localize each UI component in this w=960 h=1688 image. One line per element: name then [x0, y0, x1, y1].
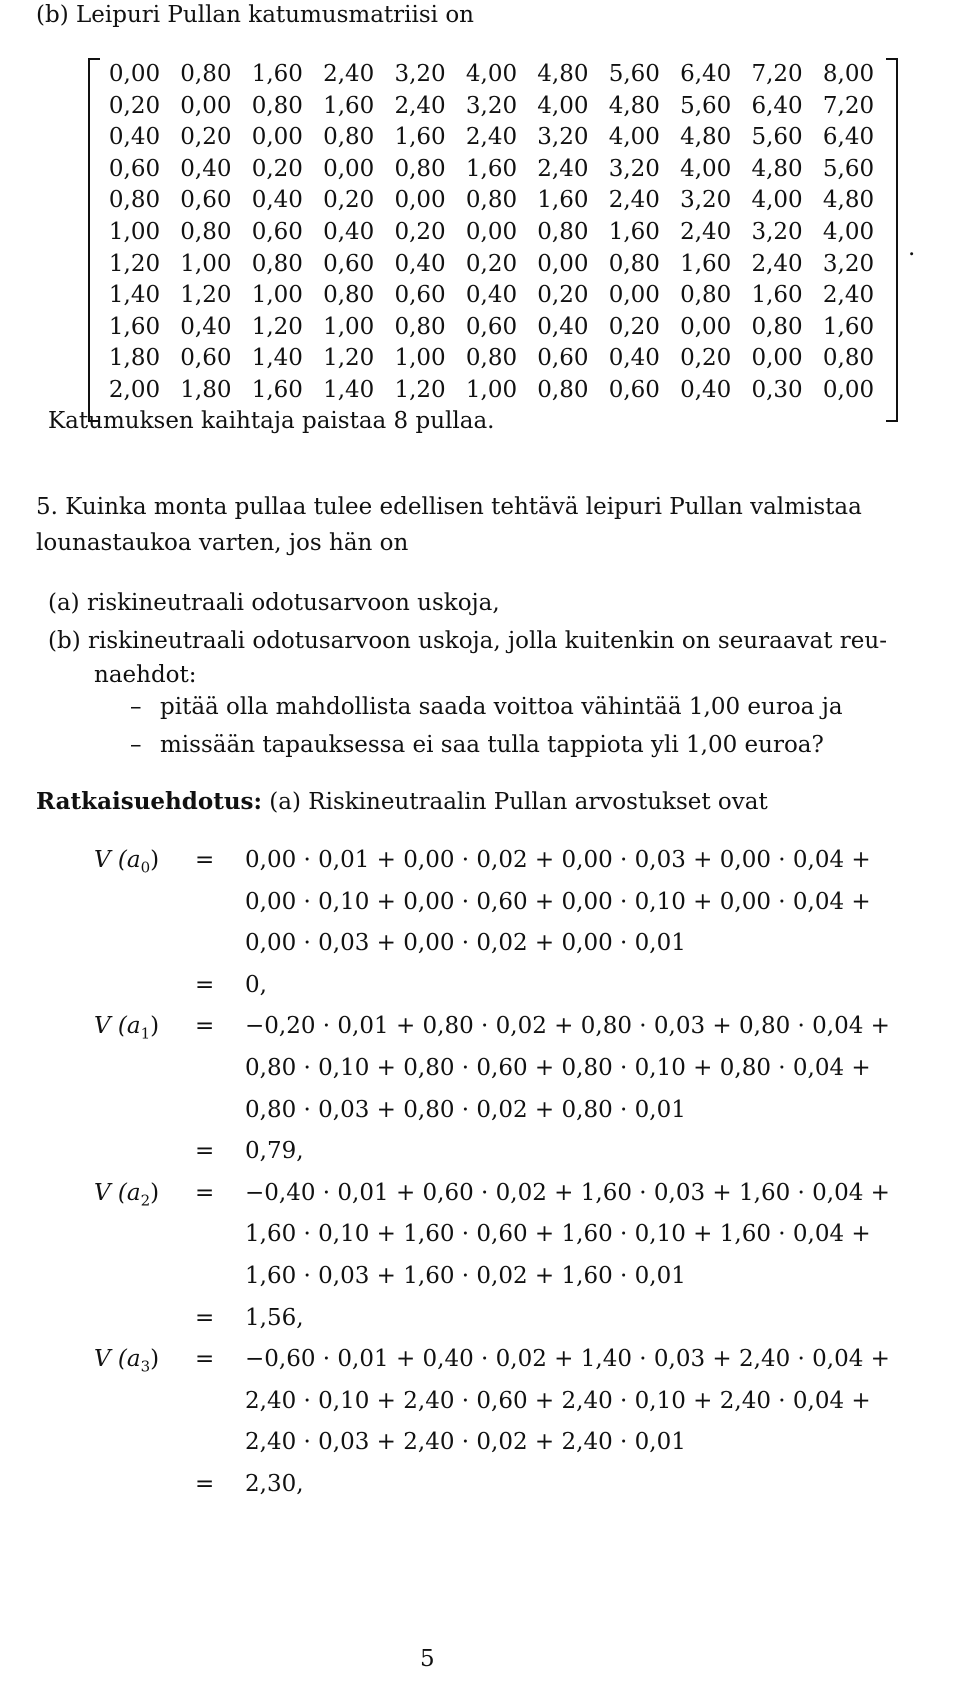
matrix-cell: 0,40 [465, 282, 518, 309]
matrix-cell: 1,60 [608, 219, 660, 245]
matrix-cell: 0,40 [180, 155, 232, 182]
matrix-cell: 2,40 [394, 92, 446, 119]
matrix-cell: 0,20 [251, 155, 303, 182]
matrix-cell: 0,60 [108, 155, 161, 182]
matrix-cell: 0,00 [608, 282, 660, 309]
equation-term: 1,60 · 0,03 + 1,60 · 0,02 + 1,60 · 0,01 [245, 1263, 686, 1289]
matrix-cell: 1,20 [251, 313, 303, 340]
equals-sign: = [195, 1471, 215, 1497]
matrix-cell: 8,00 [822, 61, 875, 87]
equation-line [0, 923, 940, 963]
matrix-cell: 0,40 [108, 124, 161, 151]
matrix-cell: 4,80 [822, 187, 875, 214]
problem-5-line-2: lounastaukoa varten, jos hän on [36, 530, 409, 556]
equation-line [0, 1214, 940, 1254]
matrix-cell: 3,20 [680, 187, 732, 214]
bullet-dash: – [130, 732, 142, 758]
regret-matrix [88, 58, 898, 418]
matrix-cell: 1,00 [251, 282, 303, 309]
page-number: 5 [420, 1646, 435, 1672]
matrix-cell: 0,80 [537, 219, 589, 245]
equation-term: −0,40 · 0,01 + 0,60 · 0,02 + 1,60 · 0,03 + 1,60 · 0,04 + [245, 1179, 890, 1206]
matrix-cell: 1,20 [323, 345, 375, 372]
matrix-cell: 0,30 [751, 377, 803, 403]
equation-result-line [0, 1298, 940, 1338]
matrix-cell: 1,60 [251, 61, 303, 87]
matrix-cell: 0,40 [608, 345, 660, 372]
matrix-cell: 1,60 [251, 377, 303, 403]
solution-heading [36, 788, 768, 815]
matrix-cell: 1,60 [751, 282, 803, 309]
matrix-cell: 0,40 [537, 313, 589, 340]
matrix-cell: 0,00 [251, 124, 303, 151]
matrix-cell: 2,00 [108, 377, 161, 403]
matrix-cell: 3,20 [822, 250, 875, 277]
matrix-cell: 0,40 [323, 219, 375, 245]
matrix-cell: 1,40 [108, 282, 161, 309]
matrix-cell: 2,40 [465, 124, 518, 151]
matrix-cell: 4,00 [680, 155, 732, 182]
matrix-cell: 1,80 [108, 345, 161, 372]
matrix-cell: 0,60 [323, 250, 375, 277]
matrix-cell: 0,80 [394, 155, 446, 182]
equation-result-line [0, 1131, 940, 1171]
matrix-cell: 0,60 [537, 345, 589, 372]
matrix-cell: 1,00 [180, 250, 232, 277]
matrix-cell: 0,40 [180, 313, 232, 340]
matrix-cell: 0,20 [180, 124, 232, 151]
equation-line [0, 840, 940, 880]
matrix-cell: 0,20 [537, 282, 589, 309]
matrix-cell: 1,60 [108, 313, 161, 340]
matrix-cell: 6,40 [680, 61, 732, 87]
matrix-cell: 4,00 [465, 61, 518, 87]
equation-term: 0,80 · 0,03 + 0,80 · 0,02 + 0,80 · 0,01 [245, 1096, 686, 1123]
equation-term: 2,40 · 0,03 + 2,40 · 0,02 + 2,40 · 0,01 [245, 1429, 686, 1456]
matrix-cell: 0,00 [822, 377, 875, 403]
matrix-cell: 0,60 [394, 282, 446, 309]
equation-term: 1,60 · 0,10 + 1,60 · 0,60 + 1,60 · 0,10 + 1,60 · 0,04 + [245, 1221, 871, 1248]
equals-sign: = [195, 1304, 215, 1331]
matrix-cell: 1,60 [323, 92, 375, 119]
matrix-cell: 0,00 [537, 250, 589, 277]
matrix-cell: 0,40 [251, 187, 303, 214]
matrix-cell: 0,20 [608, 313, 660, 340]
matrix-cell: 0,20 [394, 219, 446, 245]
matrix-cell: 0,80 [465, 345, 518, 372]
matrix-cell: 0,80 [680, 282, 732, 309]
value-label: V $(a_0)$ [94, 847, 160, 877]
matrix-cell: 0,20 [323, 187, 375, 214]
value-label: V $(a_1)$ [94, 1013, 160, 1043]
matrix-cell: 0,40 [394, 250, 446, 277]
matrix-cell: 3,20 [608, 155, 660, 182]
matrix-cell: 0,60 [251, 219, 303, 245]
equation-term: 0,00 · 0,01 + 0,00 · 0,02 + 0,00 · 0,03 + 0,00 · 0,04 + [245, 847, 871, 873]
matrix-cell: 0,40 [680, 377, 732, 403]
equation-term: 2,40 · 0,10 + 2,40 · 0,60 + 2,40 · 0,10 + 2,40 · 0,04 + [245, 1387, 871, 1414]
matrix-cell: 1,00 [465, 377, 518, 403]
matrix-cell: 0,80 [251, 250, 303, 277]
problem-5-item-b-line-1: (b) riskineutraali odotusarvoon uskoja, jolla kuitenkin on seuraavat reu- [48, 628, 887, 654]
matrix-cell: 0,80 [180, 219, 232, 245]
matrix-cell: 0,00 [751, 345, 803, 372]
equation-result-line [0, 965, 940, 1005]
equals-sign: = [195, 1179, 215, 1206]
matrix-cell: 0,00 [108, 61, 161, 87]
value-label: V $(a_3)$ [94, 1346, 160, 1376]
matrix-cell: 1,60 [680, 250, 732, 277]
equation-result: 1,56, [245, 1304, 304, 1331]
constraint-1-text: pitää olla mahdollista saada voittoa vähintää 1,00 euroa ja [160, 694, 843, 720]
matrix-cell: 0,60 [465, 313, 518, 340]
value-label: V $(a_2)$ [94, 1179, 160, 1210]
equation-line [0, 1006, 940, 1046]
equation-term: 0,80 · 0,10 + 0,80 · 0,60 + 0,80 · 0,10 + 0,80 · 0,04 + [245, 1055, 871, 1081]
solution-label: Ratkaisuehdotus: [36, 788, 262, 815]
matrix-cell: 0,00 [394, 187, 446, 214]
matrix-cell: 4,00 [751, 187, 803, 214]
matrix-cell: 1,40 [323, 377, 375, 403]
equation-line [0, 1048, 940, 1088]
matrix-cell: 0,00 [465, 219, 518, 245]
matrix-cell: 0,80 [822, 345, 875, 372]
problem-5-item-b-line-2: naehdot: [94, 662, 197, 688]
equation-line [0, 1381, 940, 1421]
matrix-cell: 0,80 [323, 282, 375, 309]
matrix-end-punct: . [908, 235, 916, 261]
matrix-cell: 0,00 [180, 92, 232, 119]
matrix-cell: 6,40 [822, 124, 875, 151]
equation-line [0, 1339, 940, 1379]
matrix-cell: 2,40 [680, 219, 732, 245]
matrix-cell: 4,00 [537, 92, 589, 119]
equals-sign: = [195, 1013, 215, 1040]
equation-term: −0,20 · 0,01 + 0,80 · 0,02 + 0,80 · 0,03 + 0,80 · 0,04 + [245, 1013, 890, 1040]
equation-term: 0,00 · 0,10 + 0,00 · 0,60 + 0,00 · 0,10 + 0,00 · 0,04 + [245, 888, 871, 915]
matrix-cell: 2,40 [608, 187, 660, 214]
constraint-2-text: missään tapauksessa ei saa tulla tappiota yli 1,00 euroa? [160, 732, 824, 758]
matrix-cell: 5,60 [822, 155, 875, 182]
matrix-cell: 4,80 [537, 61, 589, 87]
equation-term: 0,00 · 0,03 + 0,00 · 0,02 + 0,00 · 0,01 [245, 930, 686, 957]
matrix-cell: 5,60 [751, 124, 803, 151]
matrix-cell: 1,40 [251, 345, 303, 372]
matrix-cell: 1,00 [323, 313, 375, 340]
matrix-cell: 5,60 [608, 61, 660, 87]
equals-sign: = [195, 1138, 215, 1165]
matrix-cell: 0,20 [680, 345, 732, 372]
equation-result: 0,79, [245, 1138, 304, 1165]
matrix-cell: 0,60 [180, 345, 232, 372]
matrix-cell: 0,20 [108, 92, 161, 119]
matrix-cell: 2,40 [751, 250, 803, 277]
matrix-cell: 1,00 [108, 219, 161, 245]
equation-line [0, 1090, 940, 1130]
matrix-cell: 1,60 [465, 155, 518, 182]
matrix-cell: 2,40 [323, 61, 375, 87]
matrix-cell: 4,80 [680, 124, 732, 151]
matrix-cell: 0,60 [608, 377, 660, 403]
equation-result: 2,30, [245, 1471, 304, 1497]
regret-minimizer-text: Katumuksen kaihtaja paistaa 8 pullaa. [48, 408, 495, 434]
matrix-cell: 0,80 [751, 313, 803, 340]
equation-result-line [0, 1464, 940, 1504]
matrix-cell: 6,40 [751, 92, 803, 119]
matrix-cell: 2,40 [537, 155, 589, 182]
matrix-cell: 7,20 [751, 61, 803, 87]
equals-sign: = [195, 971, 215, 998]
problem-5-line-1: 5. Kuinka monta pullaa tulee edellisen tehtävä leipuri Pullan valmistaa [36, 494, 862, 520]
matrix-cell: 1,60 [394, 124, 446, 151]
matrix-cell: 1,20 [108, 250, 161, 277]
section-b-title: (b) Leipuri Pullan katumusmatriisi on [36, 2, 474, 28]
equals-sign: = [195, 1346, 215, 1373]
constraint-1 [0, 694, 900, 730]
equation-line [0, 1256, 940, 1296]
matrix-cell: 3,20 [751, 219, 803, 245]
matrix-cell: 0,00 [323, 155, 375, 182]
matrix-cell: 1,80 [180, 377, 232, 403]
solution-intro: (a) Riskineutraalin Pullan arvostukset ovat [269, 789, 768, 815]
matrix-cell: 3,20 [394, 61, 446, 87]
matrix-cell: 4,80 [751, 155, 803, 182]
matrix-right-bracket [886, 58, 898, 422]
matrix-cell: 1,60 [537, 187, 589, 214]
matrix-cell: 1,20 [394, 377, 446, 403]
equation-line [0, 1422, 940, 1462]
equation-result: 0, [245, 971, 267, 998]
matrix-cell: 4,00 [822, 219, 875, 245]
matrix-cell: 3,20 [465, 92, 518, 119]
matrix-cell: 0,80 [394, 313, 446, 340]
matrix-cell: 3,20 [537, 124, 589, 151]
equation-line [0, 882, 940, 922]
constraint-2 [0, 732, 900, 768]
matrix-cell: 0,80 [108, 187, 161, 214]
bullet-dash: – [130, 694, 142, 720]
matrix-cell: 0,80 [180, 61, 232, 87]
equation-term: −0,60 · 0,01 + 0,40 · 0,02 + 1,40 · 0,03 + 2,40 · 0,04 + [245, 1346, 890, 1373]
matrix-cell: 1,20 [180, 282, 232, 309]
matrix-cell: 0,00 [680, 313, 732, 340]
matrix-cell: 0,80 [465, 187, 518, 214]
matrix-cell: 0,20 [465, 250, 518, 277]
matrix-cell: 1,00 [394, 345, 446, 372]
matrix-cell: 4,00 [608, 124, 660, 151]
matrix-cell: 4,80 [608, 92, 660, 119]
matrix-cell: 0,60 [180, 187, 232, 214]
matrix-cell: 5,60 [680, 92, 732, 119]
matrix-cell: 0,80 [608, 250, 660, 277]
matrix-cell: 0,80 [251, 92, 303, 119]
matrix-cell: 0,80 [323, 124, 375, 151]
problem-5-item-a: (a) riskineutraali odotusarvoon uskoja, [48, 590, 500, 616]
equation-line [0, 1173, 940, 1213]
matrix-cell: 0,80 [537, 377, 589, 403]
equals-sign: = [195, 847, 215, 873]
matrix-cell: 2,40 [822, 282, 875, 309]
matrix-cell: 1,60 [822, 313, 875, 340]
matrix-cell: 7,20 [822, 92, 875, 119]
